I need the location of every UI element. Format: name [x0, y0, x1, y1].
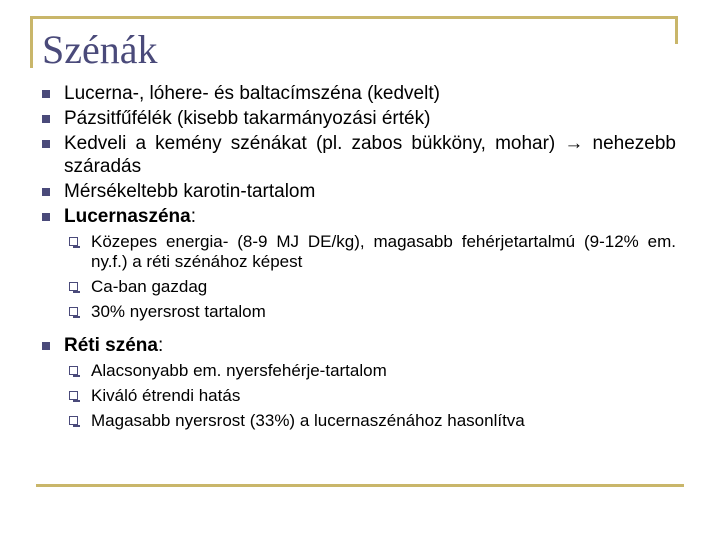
- sub-bullet-item: [36, 277, 676, 297]
- sub-bullet-item: [36, 411, 676, 431]
- slide-title: Szénák: [42, 27, 158, 72]
- frame-left-line: [30, 16, 33, 68]
- bullet-item: [36, 180, 676, 203]
- sub-bullet-item: [36, 302, 676, 322]
- sub-list-reti-szena: [36, 361, 676, 431]
- sub-bullet-text: Kiváló étrendi hatás: [91, 386, 241, 405]
- hollow-square-bullet-icon: [69, 416, 78, 425]
- square-bullet-icon: [42, 90, 50, 98]
- sub-bullet-item: [36, 232, 676, 272]
- square-bullet-icon: [42, 213, 50, 221]
- hollow-square-bullet-icon: [69, 282, 78, 291]
- square-bullet-icon: [42, 115, 50, 123]
- hollow-square-bullet-icon: [69, 391, 78, 400]
- sub-list-lucernaszena: [36, 232, 676, 322]
- sub-bullet-text: Magasabb nyersrost (33%) a lucernaszénához hasonlítva: [91, 411, 525, 430]
- square-bullet-icon: [42, 188, 50, 196]
- hollow-square-bullet-icon: [69, 237, 78, 246]
- sub-bullet-text: Ca-ban gazdag: [91, 277, 208, 296]
- frame-top-line: [30, 16, 678, 19]
- square-bullet-icon: [42, 342, 50, 350]
- square-bullet-icon: [42, 140, 50, 148]
- frame-right-line: [675, 16, 678, 44]
- bullet-item: [36, 132, 676, 178]
- bullet-item-lucernaszena: [36, 205, 676, 228]
- bullet-label: Lucernaszéna: [64, 206, 191, 227]
- bullet-text: Lucerna-, lóhere- és baltacímszéna (kedvelt): [64, 83, 440, 104]
- bullet-item: [36, 107, 676, 130]
- bullet-suffix: :: [190, 206, 197, 227]
- bullet-text: Pázsitfűfélék (kisebb takarmányozási érték): [64, 108, 431, 129]
- sub-bullet-item: [36, 386, 676, 406]
- frame-bottom-line: [36, 484, 684, 487]
- bullet-item: [36, 82, 676, 105]
- sub-bullet-text: Alacsonyabb em. nyersfehérje-tartalom: [91, 361, 387, 380]
- bullet-suffix: :: [157, 335, 164, 356]
- hollow-square-bullet-icon: [69, 307, 78, 316]
- bullet-text: Mérsékeltebb karotin-tartalom: [64, 181, 316, 202]
- bullet-item-reti-szena: [36, 334, 676, 357]
- sub-bullet-item: [36, 361, 676, 381]
- hollow-square-bullet-icon: [69, 366, 78, 375]
- bullet-label: Réti széna: [64, 335, 158, 356]
- sub-bullet-text: Közepes energia- (8-9 MJ DE/kg), magasabb fehérjetartalmú (9-12% em. ny.f.) a réti szénához képest: [91, 232, 676, 271]
- sub-bullet-text: 30% nyersrost tartalom: [91, 302, 266, 321]
- slide-content: [36, 82, 676, 437]
- bullet-text: Kedveli a kemény szénákat (pl. zabos bükköny, mohar) → nehezebb száradás: [64, 133, 676, 177]
